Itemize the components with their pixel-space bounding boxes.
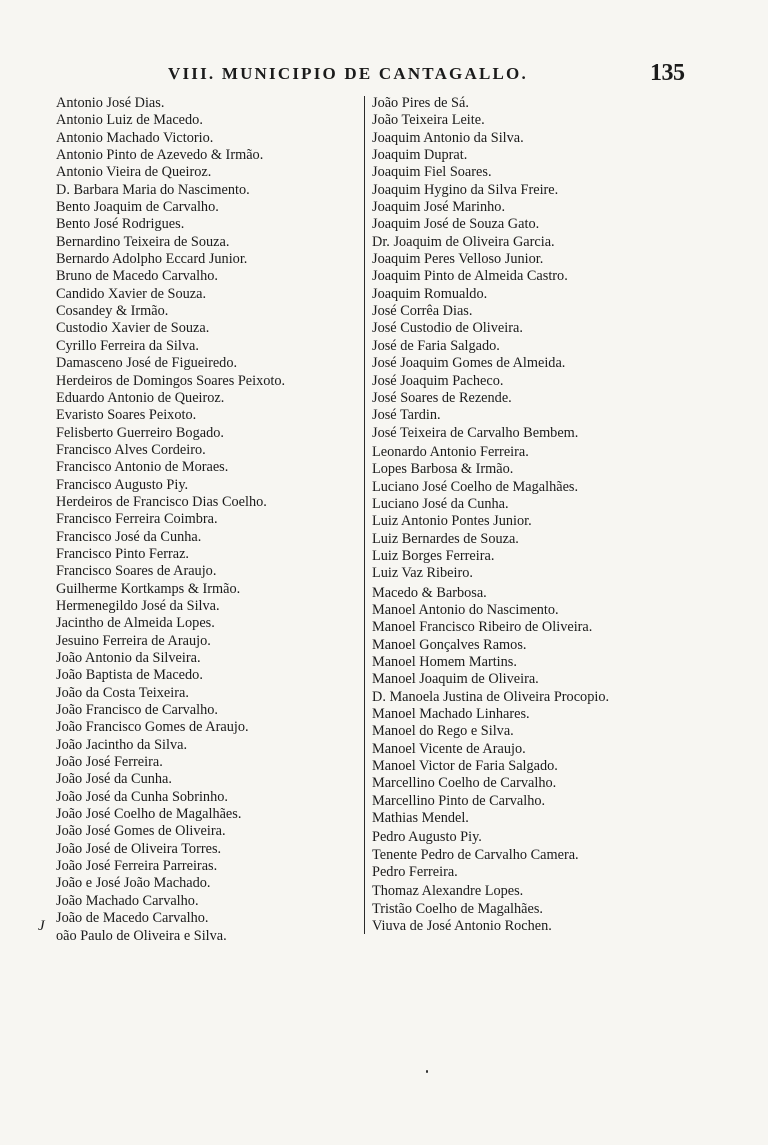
name-entry: Joaquim Pinto de Almeida Castro. xyxy=(372,268,568,285)
name-entry: Damasceno José de Figueiredo. xyxy=(56,355,238,372)
name-entry: José Custodio de Oliveira. xyxy=(372,320,523,337)
name-entry: José Corrêa Dias. xyxy=(372,303,473,320)
name-entry: José de Faria Salgado. xyxy=(372,337,500,354)
name-entry: João Machado Carvalho. xyxy=(56,892,199,909)
name-entry: Herdeiros de Domingos Soares Peixoto. xyxy=(56,372,286,389)
name-entry: Lopes Barbosa & Irmão. xyxy=(372,461,514,478)
name-entry: Joaquim Antonio da Silva. xyxy=(372,129,524,146)
name-entry: Cyrillo Ferreira da Silva. xyxy=(56,337,199,354)
name-entry: Luiz Vaz Ribeiro. xyxy=(372,565,473,582)
name-entry: Tenente Pedro de Carvalho Camera. xyxy=(372,846,579,863)
name-entry: D. Manoela Justina de Oliveira Procopio. xyxy=(372,688,610,705)
name-entry: Jesuino Ferreira de Araujo. xyxy=(56,632,211,649)
name-entry: João Francisco de Carvalho. xyxy=(56,702,218,719)
name-entry: Felisberto Guerreiro Bogado. xyxy=(56,424,224,441)
name-entry: João José Ferreira. xyxy=(56,754,163,771)
name-entry: Joaquim José de Souza Gato. xyxy=(372,216,540,233)
name-entry: D. Barbara Maria do Nascimento. xyxy=(56,181,250,198)
name-entry: Luciano José Coelho de Magalhães. xyxy=(372,478,579,495)
name-entry: Manoel Francisco Ribeiro de Oliveira. xyxy=(372,619,593,636)
name-entry: José Teixeira de Carvalho Bembem. xyxy=(372,424,579,441)
name-entry: Joaquim Romualdo. xyxy=(372,285,488,302)
page-number: 135 xyxy=(650,60,685,86)
name-entry: João Francisco Gomes de Araujo. xyxy=(56,719,249,736)
name-entry: Antonio José Dias. xyxy=(56,95,165,111)
page-header: VIII. MUNICIPIO DE CANTAGALLO. xyxy=(168,64,528,83)
name-entry: Joaquim Duprat. xyxy=(372,147,468,164)
name-entry: Luciano José da Cunha. xyxy=(372,495,509,512)
name-entry: Luiz Antonio Pontes Junior. xyxy=(372,513,532,530)
left-name-column xyxy=(56,95,356,945)
name-entry: José Tardin. xyxy=(372,407,441,424)
name-entry: Bernardo Adolpho Eccard Junior. xyxy=(56,251,248,268)
name-entry: Herdeiros de Francisco Dias Coelho. xyxy=(56,493,267,510)
name-entry: João José Gomes de Oliveira. xyxy=(56,823,226,840)
name-entry: Bernardino Teixeira de Souza. xyxy=(56,233,230,250)
name-entry: Manoel Antonio do Nascimento. xyxy=(372,601,559,618)
name-entry: Cosandey & Irmão. xyxy=(56,303,169,320)
name-entry: Bento Joaquim de Carvalho. xyxy=(56,199,219,216)
name-entry: João José de Oliveira Torres. xyxy=(56,840,222,857)
name-entry: Pedro Augusto Piy. xyxy=(372,829,482,846)
name-entry: Leonardo Antonio Ferreira. xyxy=(372,443,529,460)
name-entry: João Baptista de Macedo. xyxy=(56,667,203,684)
name-entry: Eduardo Antonio de Queiroz. xyxy=(56,389,225,406)
name-entry: João José Coelho de Magalhães. xyxy=(56,806,242,823)
name-entry: João Teixeira Leite. xyxy=(372,112,485,129)
name-entry: Manoel Homem Martins. xyxy=(372,654,517,670)
name-entry: Thomaz Alexandre Lopes. xyxy=(372,883,524,900)
name-entry: João da Costa Teixeira. xyxy=(56,684,189,701)
name-entry: Manoel Machado Linhares. xyxy=(372,706,530,723)
name-entry: Bento José Rodrigues. xyxy=(56,216,185,233)
name-entry: João de Macedo Carvalho. xyxy=(56,910,209,927)
name-entry: Macedo & Barbosa. xyxy=(372,584,487,601)
name-entry: João Jacintho da Silva. xyxy=(56,736,188,753)
name-entry: Tristão Coelho de Magalhães. xyxy=(372,900,544,917)
name-entry: Francisco Soares de Araujo. xyxy=(56,563,217,580)
name-entry: Francisco Alves Cordeiro. xyxy=(56,441,206,458)
name-entry: Manoel Victor de Faria Salgado. xyxy=(372,758,558,775)
name-entry: Joaquim Hygino da Silva Freire. xyxy=(372,181,559,198)
name-entry: José Joaquim Pacheco. xyxy=(372,372,504,389)
ink-speck xyxy=(426,1070,428,1073)
name-entry: Francisco José da Cunha. xyxy=(56,528,202,545)
name-entry: Mathias Mendel. xyxy=(372,810,469,827)
name-entry: Joaquim Peres Velloso Junior. xyxy=(372,251,544,268)
name-entry: Hermenegildo José da Silva. xyxy=(56,597,220,614)
name-entry: João José da Cunha Sobrinho. xyxy=(56,788,228,805)
margin-letter-mark: J xyxy=(38,918,45,934)
name-entry: João José Ferreira Parreiras. xyxy=(56,858,218,875)
right-name-column xyxy=(372,95,702,936)
name-entry: José Joaquim Gomes de Almeida. xyxy=(372,355,566,372)
name-entry: Jacintho de Almeida Lopes. xyxy=(56,615,215,632)
name-entry: Joaquim Fiel Soares. xyxy=(372,164,492,181)
name-entry: Francisco Pinto Ferraz. xyxy=(56,545,190,562)
name-entry: João Pires de Sá. xyxy=(372,95,469,111)
name-entry: João e José João Machado. xyxy=(56,875,211,892)
name-entry: Bruno de Macedo Carvalho. xyxy=(56,268,218,285)
name-entry: Francisco Augusto Piy. xyxy=(56,476,189,493)
name-entry: Custodio Xavier de Souza. xyxy=(56,320,210,337)
name-entry: Antonio Luiz de Macedo. xyxy=(56,112,203,129)
name-entry: Francisco Antonio de Moraes. xyxy=(56,459,229,476)
name-entry: Joaquim José Marinho. xyxy=(372,199,506,216)
name-entry: Manoel Vicente de Araujo. xyxy=(372,740,526,757)
name-entry: João José da Cunha. xyxy=(56,771,172,788)
name-entry: Manoel do Rego e Silva. xyxy=(372,723,514,740)
name-entry: Antonio Pinto de Azevedo & Irmão. xyxy=(56,147,264,164)
name-entry: Guilherme Kortkamps & Irmão. xyxy=(56,580,241,597)
column-divider xyxy=(364,96,365,934)
name-entry: Antonio Vieira de Queiroz. xyxy=(56,164,212,181)
name-entry: Candido Xavier de Souza. xyxy=(56,285,207,302)
name-entry: Luiz Bernardes de Souza. xyxy=(372,530,519,547)
name-entry: Manoel Joaquim de Oliveira. xyxy=(372,671,539,688)
name-entry: Viuva de José Antonio Rochen. xyxy=(372,918,552,935)
name-entry: Francisco Ferreira Coimbra. xyxy=(56,511,218,528)
name-entry: Manoel Gonçalves Ramos. xyxy=(372,636,527,653)
name-entry: Luiz Borges Ferreira. xyxy=(372,547,495,564)
name-entry: Dr. Joaquim de Oliveira Garcia. xyxy=(372,233,555,250)
name-entry: Antonio Machado Victorio. xyxy=(56,129,214,146)
name-entry: oão Paulo de Oliveira e Silva. xyxy=(56,927,227,944)
name-entry: Marcellino Coelho de Carvalho. xyxy=(372,775,557,792)
name-entry: Evaristo Soares Peixoto. xyxy=(56,407,197,424)
name-entry: Marcellino Pinto de Carvalho. xyxy=(372,792,546,809)
name-entry: João Antonio da Silveira. xyxy=(56,650,201,666)
name-entry: Pedro Ferreira. xyxy=(372,864,458,881)
name-entry: José Soares de Rezende. xyxy=(372,389,512,406)
